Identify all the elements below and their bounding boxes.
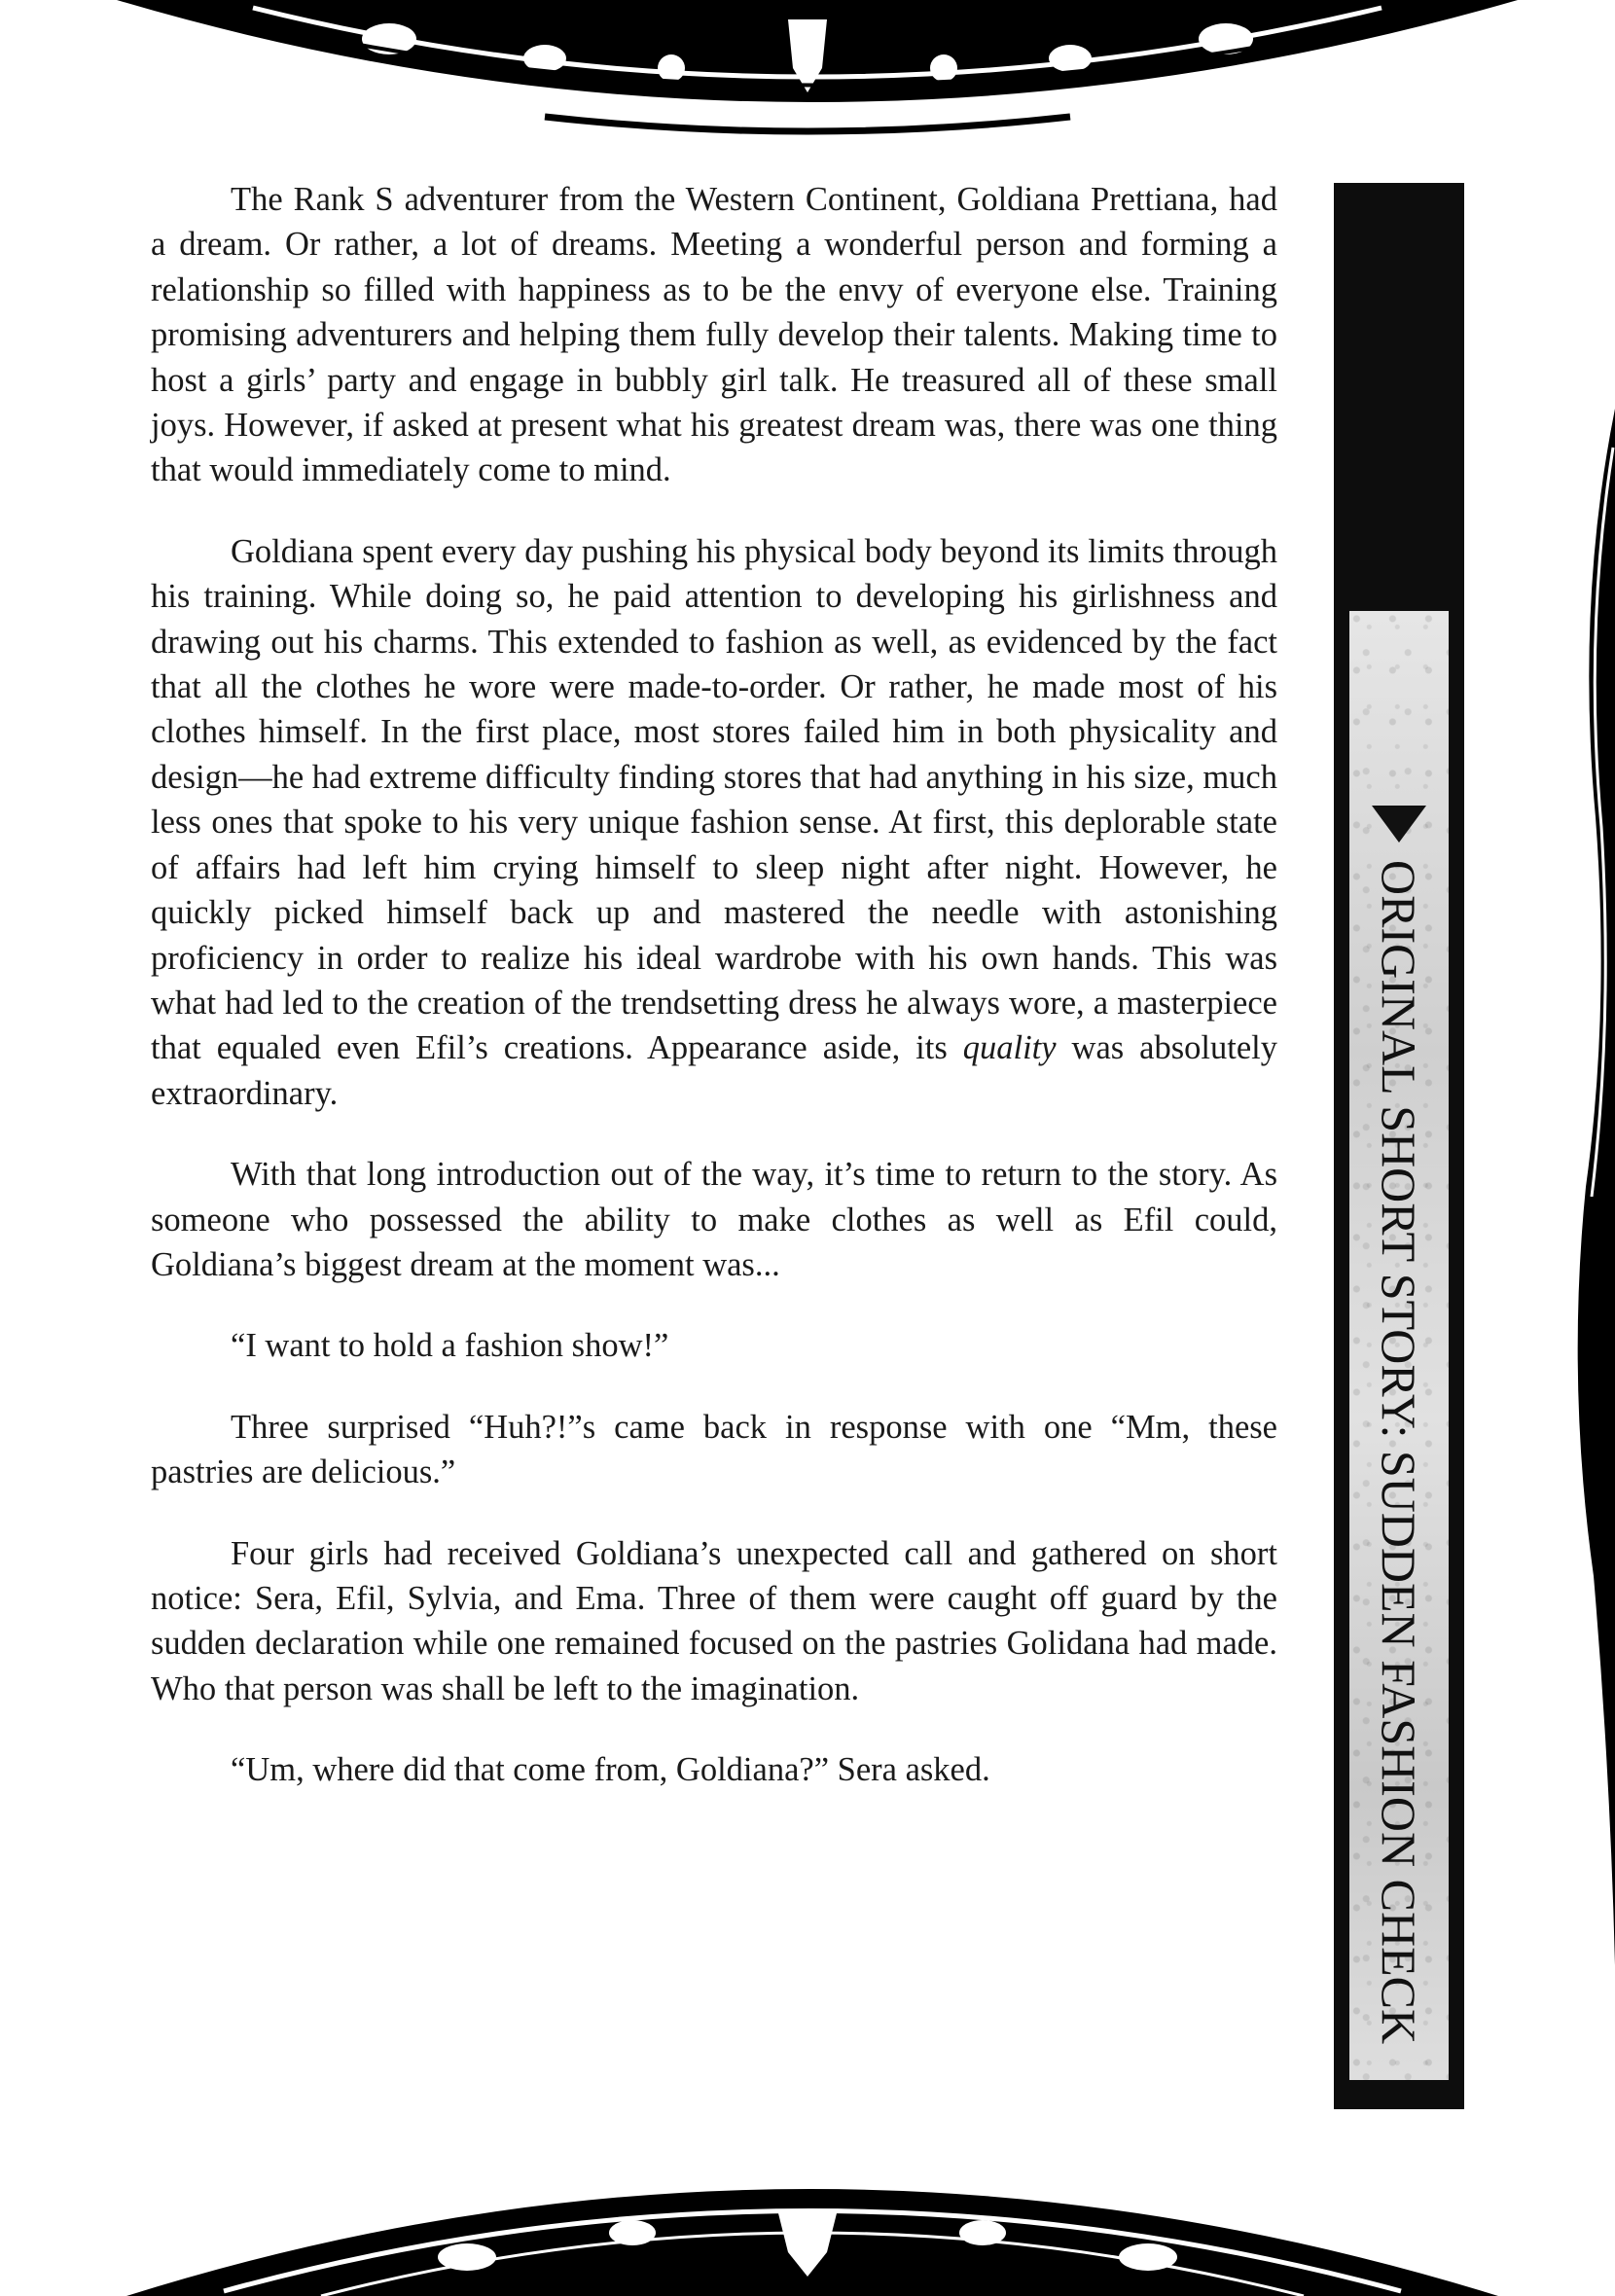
paragraph-5: Three surprised “Huh?!”s came back in response with one “Mm, these pastries are delicious.” [151, 1408, 1277, 1491]
chapter-title: ORIGINAL SHORT STORY: SUDDEN FASHION CHECK [1372, 860, 1426, 2045]
chapter-title-panel [1349, 611, 1449, 2080]
paragraph-1: The Rank S adventurer from the Western Continent, Goldiana Prettiana, had a dream. Or rather, a lot of dreams. Meeting a wonderful person and forming a relationship so filled with happiness as to be the envy of everyone else. Training promising adventurers and helping them fully develop their talents. Making time to host a girls’ party and engage in bubbly girl talk. He treasured all of these small joys. However, if asked at present what his greatest dream was, there was one thing that would immediately come to mind. [151, 181, 1277, 489]
paragraph-7-dialogue: “Um, where did that come from, Goldiana?” Sera asked. [231, 1751, 990, 1789]
chapter-sidebar [1334, 183, 1464, 2109]
paragraph-4-dialogue: “I want to hold a fashion show!” [231, 1327, 669, 1365]
paragraph-2-text-end: was absolutely extraordinary. [151, 1029, 1277, 1112]
paragraph-3: With that long introduction out of the way, it’s time to return to the story. As someone who possessed the ability to make clothes as well as Efil could, Goldiana’s biggest dream at the moment was... [151, 1156, 1277, 1283]
top-ornament-border [0, 0, 1615, 146]
story-body [151, 177, 1277, 1829]
paragraph-2 [151, 529, 1277, 1116]
paragraph-6: Four girls had received Goldiana’s unexpected call and gathered on short notice: Sera, Efil, Sylvia, and Ema. Three of them were caught off guard by the sudden declaration while one remained focused on the pastries Golidana had made. Who that person was shall be left to the imagination. [151, 1534, 1277, 1707]
bottom-ornament-border [0, 2121, 1615, 2296]
paragraph-2-italic-word: quality [962, 1029, 1057, 1067]
paragraph-2-text-start: Goldiana spent every day pushing his physical body beyond its limits through his training. While doing so, he paid attention to developing his girlishness and drawing out his charms. This extended to fashion as well, as evidenced by the fact that all the clothes he wore were made-to-order. Or rather, he made most of his clothes himself. In the first place, most stores failed him in both physicality and design—he had extreme difficulty finding stores that had anything in his size, much less ones that spoke to his very unique fashion sense. At first, this deplorable state of affairs had left him crying himself to sleep night after night. However, he quickly picked himself back up and mastered the needle with astonishing proficiency in order to realize his ideal wardrobe with his own hands. This was what had led to the creation of the trendsetting dress he always wore, a masterpiece that equaled even Efil’s creations. Appearance aside, its [151, 532, 1277, 1067]
right-edge-flourish [1557, 409, 1615, 1965]
triangle-down-icon [1372, 806, 1426, 843]
